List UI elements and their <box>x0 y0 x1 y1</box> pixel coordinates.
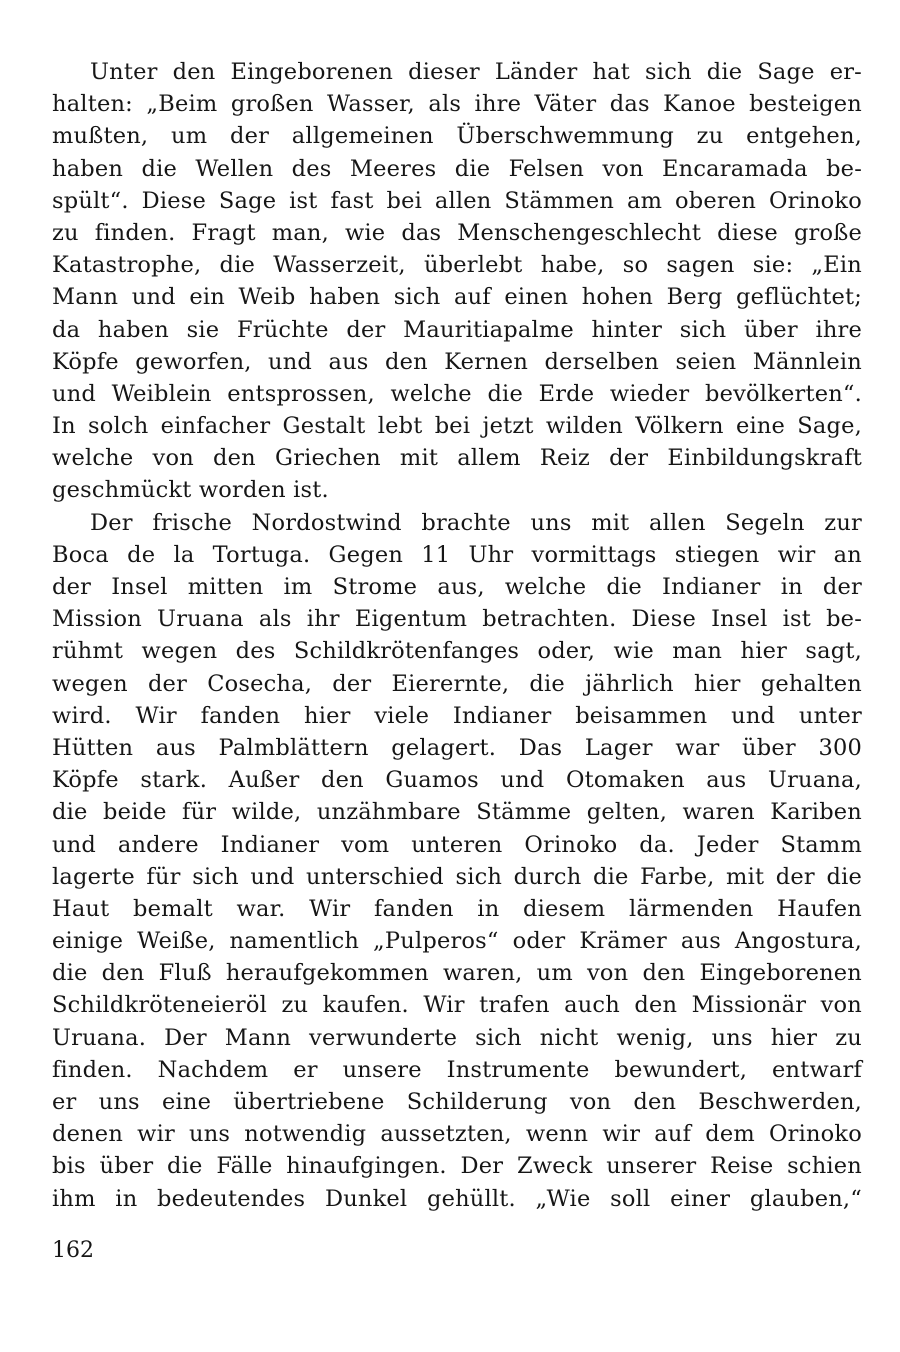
text-line: wird. Wir fanden hier viele Indianer beisammen und unter <box>52 702 862 729</box>
text-line: mußten, um der allgemeinen Überschwemmung zu entgehen, <box>52 123 862 150</box>
text-line: er uns eine übertriebene Schilderung von den Beschwerden, <box>52 1089 862 1115</box>
text-line: die den Fluß heraufgekommen waren, um von den Eingeborenen <box>52 960 862 987</box>
text-line: Mission Uruana als ihr Eigentum betrachten. Diese Insel ist be- <box>52 606 862 633</box>
text-line: einige Weiße, namentlich „Pulperos“ oder Krämer aus Angostura, <box>52 928 862 955</box>
body-text <box>52 56 862 1215</box>
text-line: halten: „Beim großen Wasser, als ihre Väter das Kanoe besteigen <box>52 91 862 118</box>
text-line: Köpfe geworfen, und aus den Kernen derselben seien Männlein <box>52 348 862 375</box>
text-line: der Insel mitten im Strome aus, welche die Indianer in der <box>52 574 862 600</box>
text-line: Mann und ein Weib haben sich auf einen hohen Berg geflüchtet; <box>52 284 862 311</box>
text-line: geschmückt worden ist. <box>52 477 329 504</box>
text-line: haben die Wellen des Meeres die Felsen von Encaramada be- <box>52 155 862 182</box>
text-line: Katastrophe, die Wasserzeit, überlebt habe, so sagen sie: „Ein <box>52 252 862 279</box>
text-line: Der frische Nordostwind brachte uns mit allen Segeln zur <box>90 509 862 536</box>
text-line: zu finden. Fragt man, wie das Menschengeschlecht diese große <box>52 219 862 246</box>
text-line: welche von den Griechen mit allem Reiz der Einbildungskraft <box>52 445 862 472</box>
text-line: Unter den Eingeborenen dieser Länder hat sich die Sage er- <box>90 59 862 85</box>
text-line: da haben sie Früchte der Mauritiapalme hinter sich über ihre <box>52 316 862 343</box>
text-line: wegen der Cosecha, der Eierernte, die jährlich hier gehalten <box>52 670 862 697</box>
text-line: und Weiblein entsprossen, welche die Erde wieder bevölkerten“. <box>52 380 862 407</box>
text-line: rühmt wegen des Schildkrötenfanges oder, wie man hier sagt, <box>52 638 862 665</box>
paragraph-2 <box>52 507 862 1215</box>
text-line: lagerte für sich und unterschied sich durch die Farbe, mit der die <box>52 863 862 890</box>
page-number: 162 <box>52 1238 94 1263</box>
text-line: bis über die Fälle hinaufgingen. Der Zweck unserer Reise schien <box>52 1153 862 1180</box>
paragraph-1 <box>52 56 862 507</box>
text-line: denen wir uns notwendig aussetzten, wenn wir auf dem Orinoko <box>52 1121 862 1148</box>
text-line: Köpfe stark. Außer den Guamos und Otomaken aus Uruana, <box>52 767 862 794</box>
text-line: ihm in bedeutendes Dunkel gehüllt. „Wie soll einer glauben,“ <box>52 1185 862 1212</box>
text-line: und andere Indianer vom unteren Orinoko da. Jeder Stamm <box>52 831 862 858</box>
text-line: In solch einfacher Gestalt lebt bei jetzt wilden Völkern eine Sage, <box>52 413 862 440</box>
text-line: Schildkröteneieröl zu kaufen. Wir trafen auch den Missionär von <box>52 992 862 1019</box>
text-line: finden. Nachdem er unsere Instrumente bewundert, entwarf <box>52 1056 862 1083</box>
text-line: Haut bemalt war. Wir fanden in diesem lärmenden Haufen <box>52 895 862 922</box>
text-line: die beide für wilde, unzähmbare Stämme gelten, waren Kariben <box>52 799 862 826</box>
text-line: Hütten aus Palmblättern gelagert. Das Lager war über 300 <box>52 734 862 761</box>
text-line: spült“. Diese Sage ist fast bei allen Stämmen am oberen Orinoko <box>52 187 862 214</box>
text-line: Uruana. Der Mann verwunderte sich nicht wenig, uns hier zu <box>52 1024 862 1051</box>
text-line: Boca de la Tortuga. Gegen 11 Uhr vormittags stiegen wir an <box>52 541 862 568</box>
